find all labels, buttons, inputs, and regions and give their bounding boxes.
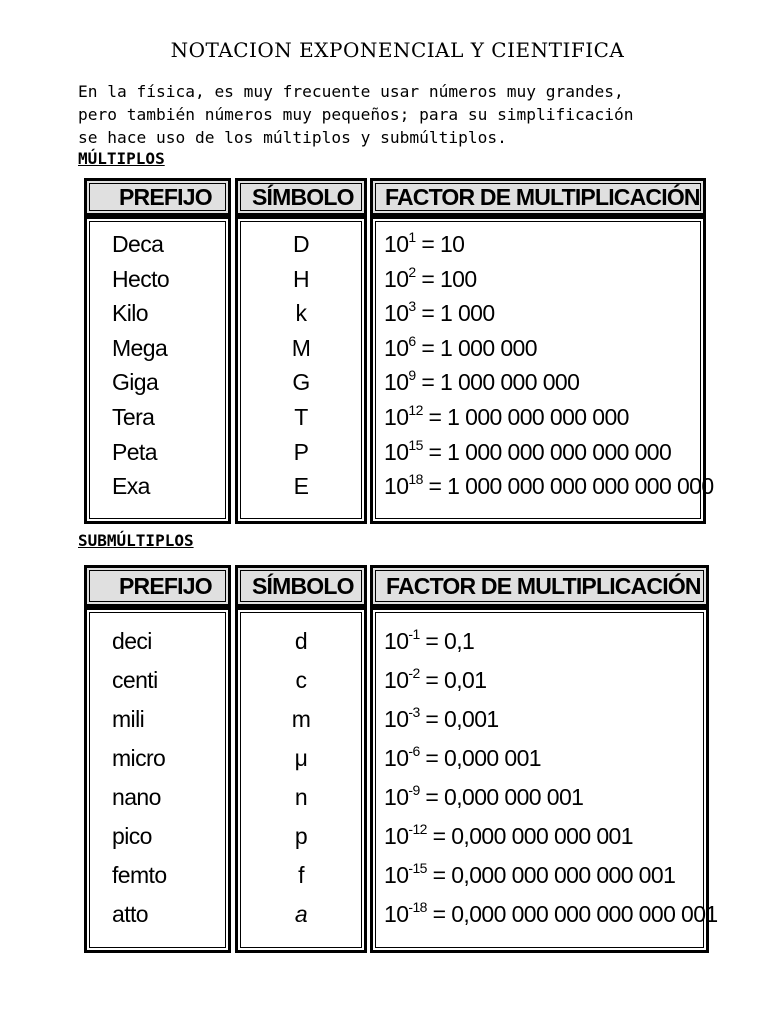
header-symbol: SÍMBOLO [252, 573, 354, 599]
symbol-cell: d [294, 628, 308, 654]
factor-base: 10 [384, 823, 409, 849]
factor-value: = 0,1 [419, 628, 475, 654]
factor-exponent: -3 [408, 704, 420, 720]
factor-exponent: 15 [408, 436, 423, 453]
factor-base: 10 [384, 667, 409, 693]
symbol-cell: c [295, 667, 307, 693]
factor-value: = 0,001 [419, 706, 499, 732]
factor-exponent: -18 [408, 899, 427, 915]
prefix-cell: Giga [112, 369, 159, 396]
factor-cell [384, 862, 675, 889]
factor-cell [384, 369, 579, 396]
factor-value: = 0,000 000 000 000 000 001 [426, 901, 718, 927]
factor-exponent: 9 [408, 367, 416, 384]
body-cell-prefix [84, 607, 231, 953]
factor-cell [384, 473, 714, 500]
factor-base: 10 [384, 404, 409, 430]
header-symbol: SÍMBOLO [252, 184, 354, 210]
prefix-cell: femto [112, 862, 167, 888]
prefix-cell: mili [112, 706, 145, 732]
factor-base: 10 [384, 784, 409, 810]
factor-base: 10 [384, 901, 409, 927]
factor-cell [384, 436, 672, 466]
factor-value: = 0,000 000 000 000 001 [426, 862, 676, 888]
factor-exponent: 18 [408, 471, 423, 488]
symbol-cell: M [291, 334, 311, 361]
factor-exponent: 12 [408, 402, 423, 418]
factor-cell [384, 667, 486, 694]
prefix-cell: deci [112, 628, 152, 654]
factor-value: = 0,000 000 000 001 [426, 823, 633, 849]
factor-base: 10 [384, 706, 409, 732]
symbol-cell: k [295, 300, 307, 327]
symbol-cell: f [298, 862, 304, 888]
factor-cell [384, 628, 474, 655]
header-prefix: PREFIJO [119, 573, 212, 599]
symbol-cell: n [294, 784, 308, 810]
factor-exponent: -6 [408, 743, 420, 759]
prefix-cell: micro [112, 745, 166, 771]
factor-base: 10 [384, 334, 409, 361]
header-factor: FACTOR DE MULTIPLICACIÓN [385, 184, 700, 210]
factor-value: = 1 000 [415, 300, 495, 327]
symbol-cell: m [291, 706, 311, 732]
symbol-cell: G [292, 369, 310, 396]
prefix-cell: nano [112, 784, 161, 810]
symbol-cell: T [294, 404, 308, 430]
factor-value: = 1 000 000 000 000 000 [422, 438, 672, 465]
factor-exponent: -15 [408, 860, 427, 876]
factor-base: 10 [384, 231, 409, 257]
factor-exponent: -12 [408, 821, 427, 837]
prefix-cell: centi [112, 667, 158, 693]
factor-base: 10 [384, 473, 409, 500]
factor-exponent: 1 [408, 229, 416, 245]
factor-base: 10 [384, 628, 409, 654]
factor-value: = 10 [415, 231, 465, 257]
factor-value: = 0,000 001 [419, 745, 541, 771]
factor-cell [384, 823, 633, 850]
factor-cell [384, 784, 583, 811]
symbol-cell: E [293, 473, 309, 500]
symbol-cell: H [292, 265, 309, 292]
prefix-cell: pico [112, 823, 152, 849]
factor-cell [384, 404, 629, 431]
symbol-cell: μ [294, 745, 308, 771]
factor-exponent: 2 [408, 263, 416, 280]
submultiples-label: SUBMÚLTIPLOS [78, 531, 194, 550]
factor-cell [384, 231, 464, 258]
factor-base: 10 [384, 862, 409, 888]
page-title: NOTACION EXPONENCIAL Y CIENTIFICA [170, 38, 625, 62]
factor-value: = 100 [415, 265, 477, 292]
header-factor: FACTOR DE MULTIPLICACIÓN [386, 573, 701, 599]
factor-cell [384, 745, 541, 772]
multiples-label: MÚLTIPLOS [78, 149, 165, 168]
header-prefix: PREFIJO [119, 184, 212, 210]
prefix-cell: Mega [112, 334, 168, 361]
factor-value: = 1 000 000 000 [415, 369, 580, 396]
factor-base: 10 [384, 300, 409, 327]
factor-cell [384, 901, 718, 928]
factor-exponent: -2 [408, 665, 420, 681]
factor-exponent: -9 [408, 782, 420, 798]
symbol-cell: D [292, 231, 309, 257]
factor-value: = 1 000 000 000 000 [422, 404, 629, 430]
prefix-cell: Kilo [112, 300, 148, 327]
factor-exponent: 3 [408, 298, 416, 315]
factor-exponent: -1 [408, 626, 420, 642]
factor-value: = 0,01 [419, 667, 487, 693]
intro-paragraph: En la física, es muy frecuente usar números muy grandes, pero también números muy pequeños; para su simplificación se hace uso de los múltiplos y submúltiplos. [78, 82, 634, 147]
factor-value: = 1 000 000 [415, 334, 537, 361]
factor-cell [384, 332, 537, 362]
symbol-cell: p [294, 823, 308, 849]
factor-base: 10 [384, 265, 409, 292]
factor-base: 10 [384, 369, 409, 396]
prefix-cell: Peta [112, 438, 157, 465]
prefix-cell: Deca [112, 231, 164, 257]
prefix-cell: Tera [112, 404, 155, 430]
factor-base: 10 [384, 745, 409, 771]
factor-cell [384, 706, 499, 733]
factor-value: = 0,000 000 001 [419, 784, 584, 810]
factor-base: 10 [384, 438, 409, 465]
factor-cell [384, 300, 495, 327]
symbol-cell: a [294, 901, 308, 927]
factor-value: = 1 000 000 000 000 000 000 [422, 473, 714, 500]
symbol-cell: P [293, 438, 309, 465]
factor-cell [384, 263, 477, 293]
prefix-cell: atto [112, 901, 148, 927]
prefix-cell: Exa [112, 473, 150, 500]
prefix-cell: Hecto [112, 265, 170, 292]
factor-exponent: 6 [408, 332, 416, 349]
